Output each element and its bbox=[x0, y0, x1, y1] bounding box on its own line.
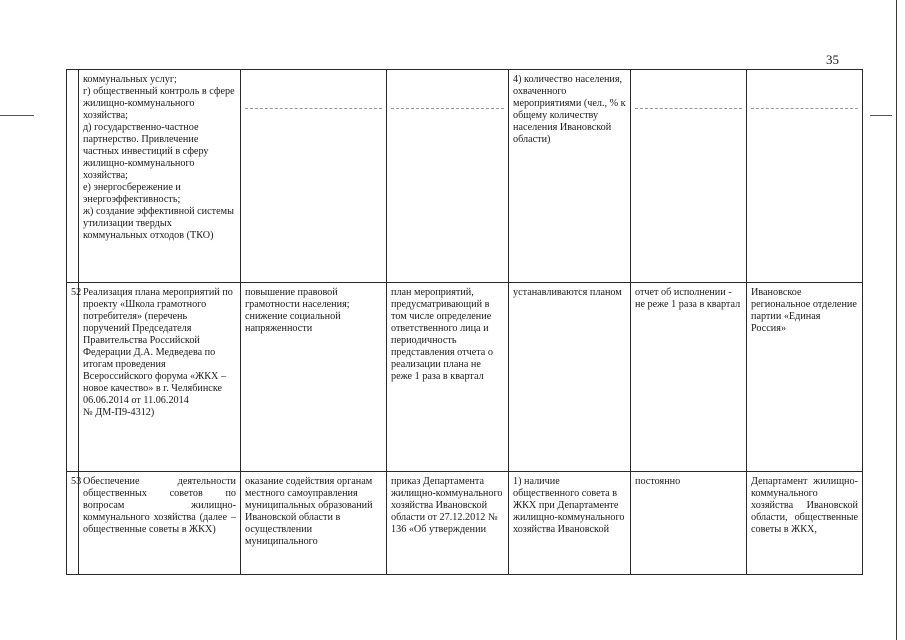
scan-dash bbox=[391, 108, 504, 109]
form-cell bbox=[387, 70, 509, 283]
table-row bbox=[67, 70, 863, 283]
term-cell: отчет об исполнении - не реже 1 раза в квартал bbox=[631, 283, 747, 472]
responsible-cell bbox=[747, 70, 863, 283]
row-number bbox=[67, 70, 79, 283]
table-row bbox=[67, 472, 863, 575]
right-margin-dash bbox=[870, 115, 892, 116]
indicator-cell: устанавливаются планом bbox=[509, 283, 631, 472]
scan-dash bbox=[751, 108, 858, 109]
row-number: 53 bbox=[67, 472, 79, 575]
goal-cell: оказание содействия органам местного самоуправления муниципальных образований Ивановской области в осуществлении муниципального bbox=[241, 472, 387, 575]
event-cell: Обеспечение деятельности общественных советов по вопросам жилищно-коммунального хозяйства (далее – общественные советы в ЖКХ) bbox=[79, 472, 241, 575]
page-number: 35 bbox=[826, 52, 839, 67]
term-cell: постоянно bbox=[631, 472, 747, 575]
term-cell bbox=[631, 70, 747, 283]
goal-cell: повышение правовой грамотности населения; снижение социальной напряженности bbox=[241, 283, 387, 472]
responsible-cell: Ивановское региональное отделение партии «Единая Россия» bbox=[747, 283, 863, 472]
event-cell: Реализация плана мероприятий по проекту «Школа грамотного потребителя» (перечень поручений Председателя Правительства Российской Федерации Д.А. Медведева по итогам проведения Всероссийского форума «ЖКХ – новое качество» в г. Челябинске 06.06.2014 от 11.06.2014 № ДМ-П9-4312) bbox=[79, 283, 241, 472]
goal-cell bbox=[241, 70, 387, 283]
form-cell: план мероприятий, предусматривающий в том числе определение ответственного лица и периодичность представления отчета о реализации плана не реже 1 раза в квартал bbox=[387, 283, 509, 472]
measures-table bbox=[66, 69, 863, 575]
table-row bbox=[67, 283, 863, 472]
indicator-cell: 1) наличие общественного совета в ЖКХ при Департаменте жилищно-коммунального хозяйства Ивановской bbox=[509, 472, 631, 575]
row-number: 52 bbox=[67, 283, 79, 472]
page-edge-line bbox=[896, 0, 897, 640]
responsible-cell: Департамент жилищно-коммунального хозяйства Ивановской области, общественные советы в ЖКХ, bbox=[747, 472, 863, 575]
indicator-cell: 4) количество населения, охваченного мероприятиями (чел., % к общему количеству населения Ивановской области) bbox=[509, 70, 631, 283]
scan-dash bbox=[635, 108, 742, 109]
event-cell: коммунальных услуг; г) общественный контроль в сфере жилищно-коммунального хозяйства; д) государственно-частное партнерство. Привлечение частных инвестиций в сферу жилищно-коммунального хозяйства; е) энергосбережение и энергоэффективность; ж) создание эффективной системы утилизации твердых коммунальных отходов (ТКО) bbox=[79, 70, 241, 283]
form-cell: приказ Департамента жилищно-коммунального хозяйства Ивановской области от 27.12.2012 № 136 «Об утверждении bbox=[387, 472, 509, 575]
scan-dash bbox=[245, 108, 382, 109]
left-margin-dash bbox=[0, 115, 34, 116]
